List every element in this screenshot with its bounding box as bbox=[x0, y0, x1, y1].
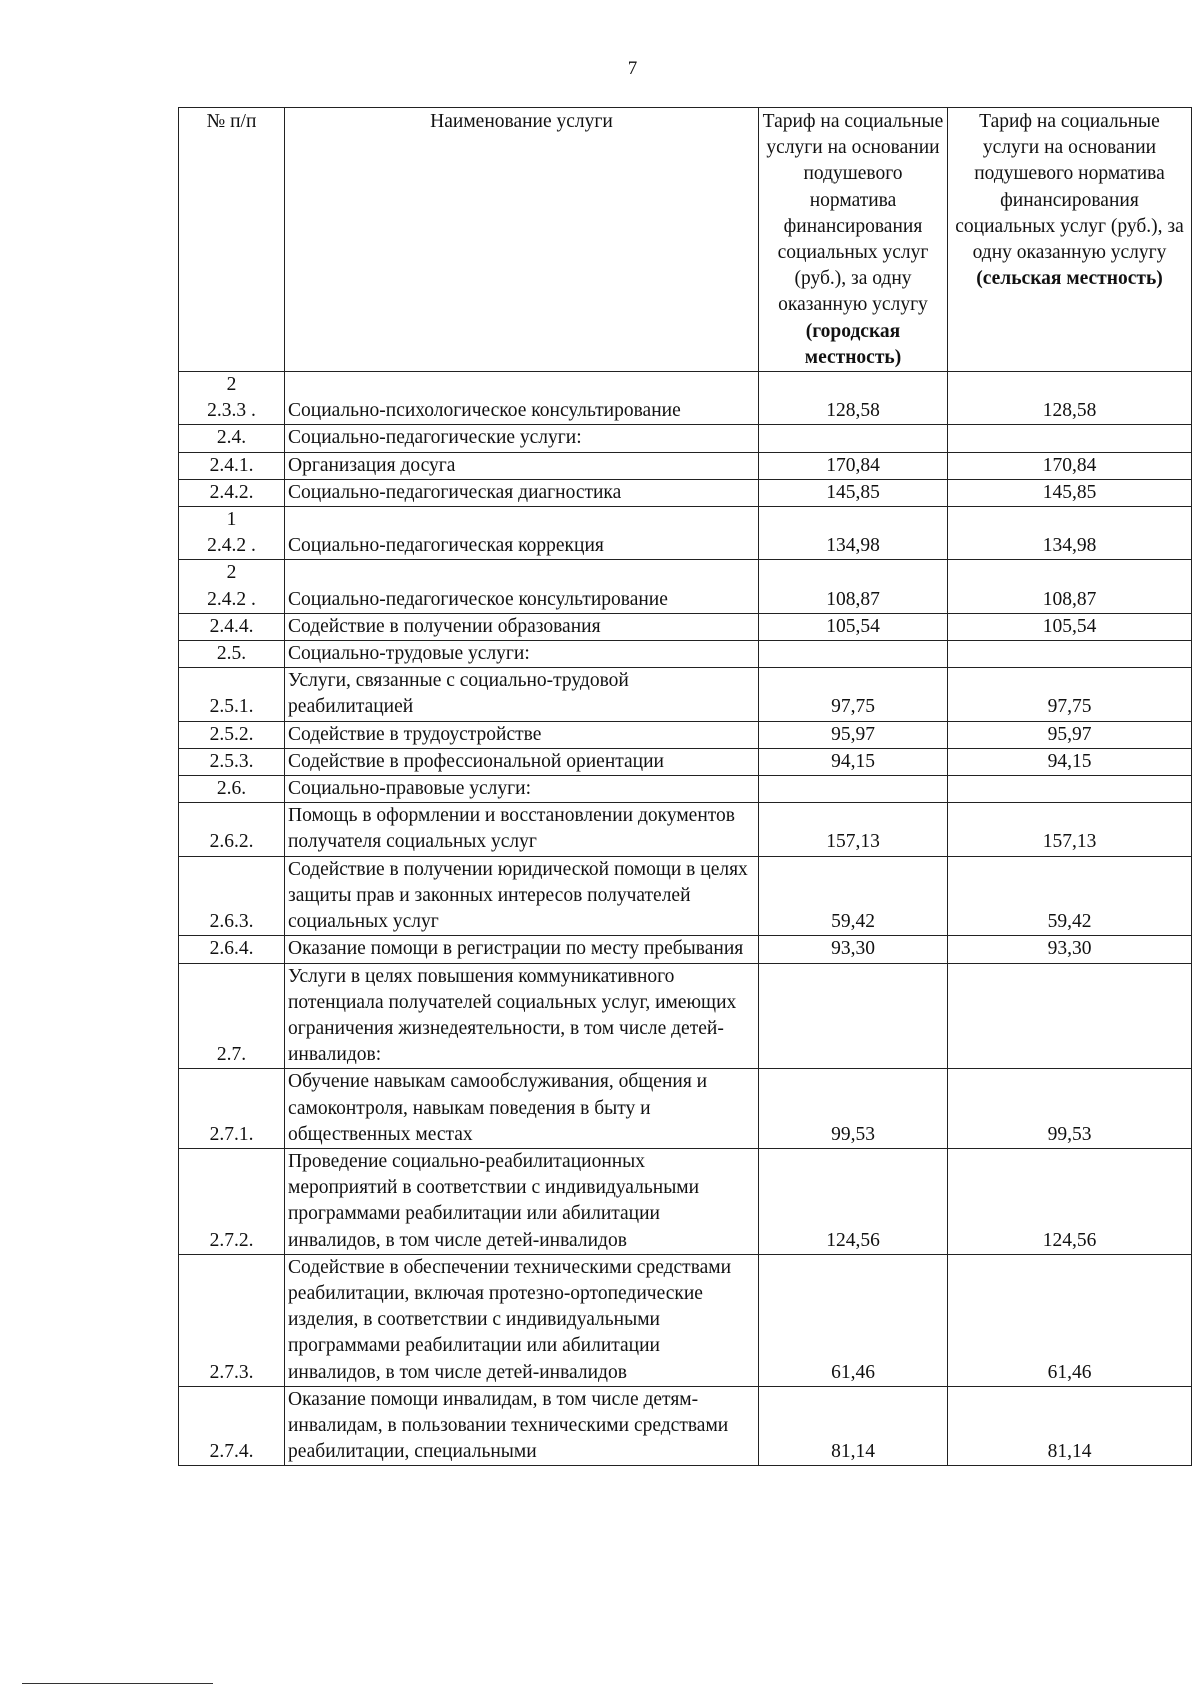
row-number: 2.7.3. bbox=[179, 1254, 285, 1386]
row-number: 2.6.2. bbox=[179, 803, 285, 856]
row-service-name: Содействие в трудоустройстве bbox=[285, 721, 759, 748]
row-number: 2.4.2. bbox=[179, 479, 285, 506]
row-number: 2.4.4. bbox=[179, 613, 285, 640]
row-city-tariff bbox=[759, 641, 948, 668]
row-city-tariff: 97,75 bbox=[759, 668, 948, 721]
row-rural-tariff bbox=[948, 776, 1192, 803]
table-row bbox=[179, 1386, 1192, 1466]
header-service-name: Наименование услуги bbox=[285, 108, 759, 372]
row-service-name: Социально-трудовые услуги: bbox=[285, 641, 759, 668]
row-number: 2.4.1. bbox=[179, 452, 285, 479]
row-rural-tariff: 93,30 bbox=[948, 936, 1192, 963]
row-city-tariff: 105,54 bbox=[759, 613, 948, 640]
row-rural-tariff: 105,54 bbox=[948, 613, 1192, 640]
row-city-tariff: 81,14 bbox=[759, 1386, 948, 1466]
table-row bbox=[179, 776, 1192, 803]
header-city-tariff bbox=[759, 108, 948, 372]
table-row bbox=[179, 936, 1192, 963]
table-row bbox=[179, 613, 1192, 640]
row-number: 2.7. bbox=[179, 963, 285, 1069]
row-service-name: Социально-педагогические услуги: bbox=[285, 425, 759, 452]
row-number: 2.5.2. bbox=[179, 721, 285, 748]
row-rural-tariff: 59,42 bbox=[948, 856, 1192, 936]
row-number: 1 2.4.2 . bbox=[179, 507, 285, 560]
table-row bbox=[179, 1254, 1192, 1386]
row-number: 2.7.1. bbox=[179, 1069, 285, 1149]
header-city-area: (городская местность) bbox=[804, 320, 902, 368]
table-row bbox=[179, 668, 1192, 721]
row-service-name: Социально-педагогическая диагностика bbox=[285, 479, 759, 506]
table-header-row bbox=[179, 108, 1192, 372]
row-rural-tariff: 170,84 bbox=[948, 452, 1192, 479]
table-row bbox=[179, 1069, 1192, 1149]
row-number: 2.5.3. bbox=[179, 748, 285, 775]
row-rural-tariff: 124,56 bbox=[948, 1148, 1192, 1254]
table-row bbox=[179, 803, 1192, 856]
row-service-name: Социально-правовые услуги: bbox=[285, 776, 759, 803]
table-row bbox=[179, 560, 1192, 613]
footnote-divider bbox=[22, 1683, 213, 1684]
row-city-tariff: 170,84 bbox=[759, 452, 948, 479]
row-city-tariff: 145,85 bbox=[759, 479, 948, 506]
table-row bbox=[179, 479, 1192, 506]
table-row bbox=[179, 641, 1192, 668]
row-number: 2.4. bbox=[179, 425, 285, 452]
row-city-tariff: 128,58 bbox=[759, 372, 948, 425]
row-rural-tariff: 97,75 bbox=[948, 668, 1192, 721]
row-number: 2.6. bbox=[179, 776, 285, 803]
row-city-tariff bbox=[759, 963, 948, 1069]
row-service-name: Проведение социально-реабилитационных мероприятий в соответствии с индивидуальными программами реабилитации или абилитации инвалидов, в том числе детей-инвалидов bbox=[285, 1148, 759, 1254]
row-city-tariff: 93,30 bbox=[759, 936, 948, 963]
table-row bbox=[179, 1148, 1192, 1254]
table-row bbox=[179, 452, 1192, 479]
row-rural-tariff: 108,87 bbox=[948, 560, 1192, 613]
page-number: 7 bbox=[627, 58, 638, 79]
table-row bbox=[179, 748, 1192, 775]
header-rural-area: (сельская местность) bbox=[976, 268, 1163, 290]
row-service-name: Содействие в получении образования bbox=[285, 613, 759, 640]
header-rural-tariff bbox=[948, 108, 1192, 372]
table-row bbox=[179, 963, 1192, 1069]
row-rural-tariff: 134,98 bbox=[948, 507, 1192, 560]
row-service-name: Социально-педагогическая коррекция bbox=[285, 507, 759, 560]
row-rural-tariff bbox=[948, 641, 1192, 668]
table-row bbox=[179, 507, 1192, 560]
row-number: 2.6.3. bbox=[179, 856, 285, 936]
row-number: 2.5. bbox=[179, 641, 285, 668]
row-service-name: Оказание помощи инвалидам, в том числе детям-инвалидам, в пользовании техническими средствами реабилитации, специальными bbox=[285, 1386, 759, 1466]
table-body bbox=[179, 372, 1192, 1466]
row-city-tariff: 124,56 bbox=[759, 1148, 948, 1254]
row-service-name: Помощь в оформлении и восстановлении документов получателя социальных услуг bbox=[285, 803, 759, 856]
row-service-name: Содействие в получении юридической помощи в целях защиты прав и законных интересов получателей социальных услуг bbox=[285, 856, 759, 936]
row-service-name: Организация досуга bbox=[285, 452, 759, 479]
row-service-name: Содействие в обеспечении техническими средствами реабилитации, включая протезно-ортопедические изделия, в соответствии с индивидуальными программами реабилитации или абилитации инвалидов, в том числе детей-инвалидов bbox=[285, 1254, 759, 1386]
row-rural-tariff bbox=[948, 963, 1192, 1069]
header-number: № п/п bbox=[179, 108, 285, 372]
row-city-tariff bbox=[759, 776, 948, 803]
row-city-tariff: 157,13 bbox=[759, 803, 948, 856]
row-rural-tariff: 94,15 bbox=[948, 748, 1192, 775]
row-city-tariff: 108,87 bbox=[759, 560, 948, 613]
row-city-tariff: 61,46 bbox=[759, 1254, 948, 1386]
row-number: 2 2.4.2 . bbox=[179, 560, 285, 613]
row-number: 2.7.2. bbox=[179, 1148, 285, 1254]
row-service-name: Социально-психологическое консультирование bbox=[285, 372, 759, 425]
row-city-tariff: 59,42 bbox=[759, 856, 948, 936]
row-rural-tariff: 145,85 bbox=[948, 479, 1192, 506]
row-rural-tariff: 157,13 bbox=[948, 803, 1192, 856]
row-city-tariff: 99,53 bbox=[759, 1069, 948, 1149]
row-rural-tariff: 95,97 bbox=[948, 721, 1192, 748]
row-service-name: Оказание помощи в регистрации по месту пребывания bbox=[285, 936, 759, 963]
row-city-tariff: 94,15 bbox=[759, 748, 948, 775]
row-rural-tariff bbox=[948, 425, 1192, 452]
row-city-tariff bbox=[759, 425, 948, 452]
row-service-name: Социально-педагогическое консультирование bbox=[285, 560, 759, 613]
row-service-name: Услуги, связанные с социально-трудовой реабилитацией bbox=[285, 668, 759, 721]
header-city-tariff-text: Тариф на социальные услуги на основании подушевого норматива финансирования социальных услуг (руб.), за одну оказанную услугу bbox=[762, 111, 944, 316]
row-service-name: Обучение навыкам самообслуживания, общения и самоконтроля, навыкам поведения в быту и общественных местах bbox=[285, 1069, 759, 1149]
row-rural-tariff: 81,14 bbox=[948, 1386, 1192, 1466]
row-service-name: Содействие в профессиональной ориентации bbox=[285, 748, 759, 775]
header-rural-tariff-text: Тариф на социальные услуги на основании подушевого норматива финансирования социальных услуг (руб.), за одну оказанную услугу bbox=[955, 111, 1184, 264]
table-row bbox=[179, 721, 1192, 748]
row-rural-tariff: 128,58 bbox=[948, 372, 1192, 425]
row-number: 2 2.3.3 . bbox=[179, 372, 285, 425]
row-number: 2.6.4. bbox=[179, 936, 285, 963]
row-service-name: Услуги в целях повышения коммуникативного потенциала получателей социальных услуг, имеющих ограничения жизнедеятельности, в том числе детей-инвалидов: bbox=[285, 963, 759, 1069]
tariff-table bbox=[178, 107, 1192, 1466]
row-rural-tariff: 61,46 bbox=[948, 1254, 1192, 1386]
row-city-tariff: 95,97 bbox=[759, 721, 948, 748]
table-row bbox=[179, 856, 1192, 936]
row-number: 2.5.1. bbox=[179, 668, 285, 721]
row-city-tariff: 134,98 bbox=[759, 507, 948, 560]
table-row bbox=[179, 372, 1192, 425]
table-row bbox=[179, 425, 1192, 452]
row-rural-tariff: 99,53 bbox=[948, 1069, 1192, 1149]
row-number: 2.7.4. bbox=[179, 1386, 285, 1466]
